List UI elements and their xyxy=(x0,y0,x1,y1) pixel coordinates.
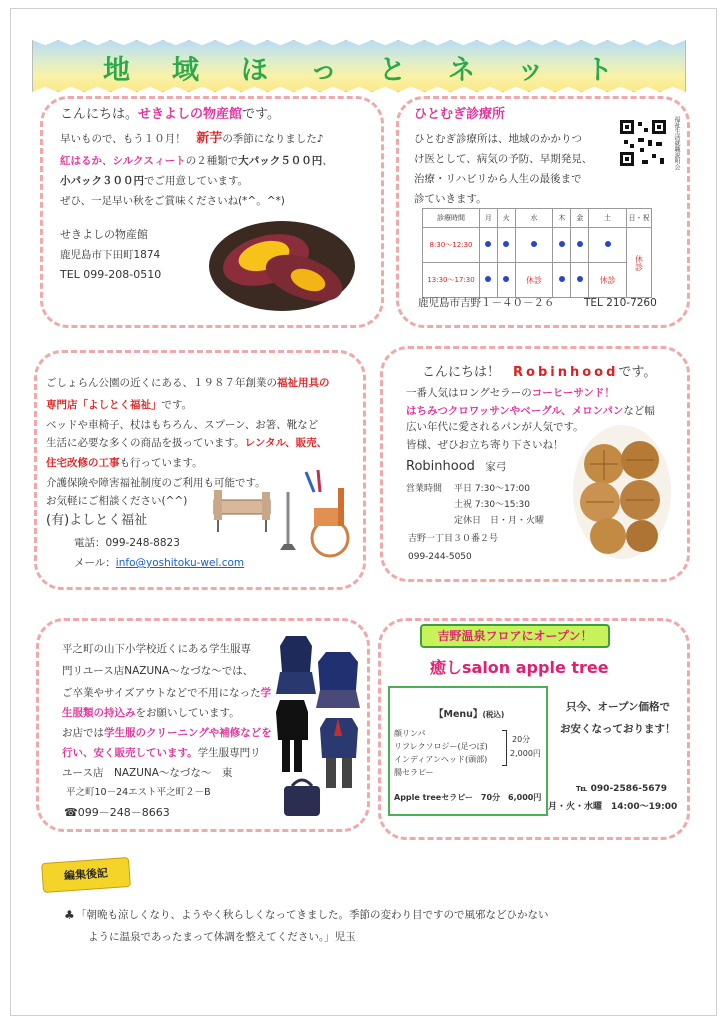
sekiyoshi-line2 xyxy=(60,154,333,168)
open-dot-icon xyxy=(485,276,491,282)
schedule-cell xyxy=(480,228,498,263)
schedule-header: 月 xyxy=(480,209,498,228)
text: ご卒業やサイズアウトなどで不用になった xyxy=(62,687,261,699)
hitomugi-line4: 診ていきます。 xyxy=(414,193,487,205)
highlight: シルクスィート xyxy=(112,155,186,167)
highlight: 専門店「よしとく福祉」 xyxy=(46,399,162,411)
robinhood-weekday: 平日 7:30〜17:00 xyxy=(454,484,531,494)
greeting-prefix: こんにちは。 xyxy=(60,107,139,122)
schedule-header: 金 xyxy=(571,209,589,228)
shop-name: せきよしの物産館 xyxy=(138,107,243,122)
schedule-closed: 休診 xyxy=(627,228,652,298)
robinhood-line4: 皆様、ぜひお立ち寄り下さいね！ xyxy=(406,439,564,451)
yoshitoku-phone: 電話：099-248-8823 xyxy=(74,537,180,549)
menu-bracket xyxy=(502,730,507,766)
email-link[interactable]: info@yoshitoku-wel.com xyxy=(115,557,245,569)
highlight: 住宅改修の工事 xyxy=(46,457,120,469)
sekiyoshi-line4: ぜひ、一足早い秋をご賞味くださいね(*^。^*) xyxy=(60,195,285,207)
open-dot-icon xyxy=(577,276,583,282)
nazuna-line2: 門リユース店NAZUNA〜なづな〜では、 xyxy=(62,665,254,677)
editor-line2: ように温泉であったまって体調を整えてください。」児玉 xyxy=(88,931,356,943)
greeting-suffix: です。 xyxy=(242,107,280,122)
nazuna-line3 xyxy=(62,686,271,700)
text: の２種類で xyxy=(185,155,239,167)
yoshitoku-name: (有)よしとく福祉 xyxy=(46,513,148,528)
nazuna-line5 xyxy=(62,726,272,740)
menu-item: インディアンヘッド(頭部) xyxy=(394,755,488,764)
robinhood-address: 吉野一丁目３０番２号 xyxy=(408,534,499,544)
robinhood-hours-label: 営業時間 xyxy=(406,484,443,494)
sekiyoshi-line3 xyxy=(60,174,248,188)
schedule-cell xyxy=(497,263,515,298)
highlight: 小パック３００円 xyxy=(60,175,144,187)
open-dot-icon xyxy=(577,241,583,247)
highlight: 福祉用具の xyxy=(277,377,330,389)
mail-label: メール： xyxy=(74,557,116,569)
offer-line2: お安くなっております！ xyxy=(560,723,676,735)
hitomugi-title: ひとむぎ診療所 xyxy=(414,107,506,122)
appletree-hours: 月・火・水曜 14:00〜19:00 xyxy=(548,802,678,812)
schedule-time: 13:30〜17:30 xyxy=(423,263,480,298)
open-dot-icon xyxy=(559,241,565,247)
sweet-potato-image xyxy=(208,220,356,312)
schedule-header: 木 xyxy=(553,209,571,228)
highlight: 新芋 xyxy=(196,131,223,146)
highlight: 紅はるか xyxy=(60,155,102,167)
nazuna-tel: ☎099－248－8663 xyxy=(64,806,170,819)
clover-icon: ♣ xyxy=(64,908,75,922)
shop-name: Robinhood xyxy=(513,365,619,380)
yoshitoku-line2 xyxy=(46,398,192,412)
highlight: コーヒーサンド！ xyxy=(531,387,615,399)
hitomugi-tel: TEL 210-7260 xyxy=(584,297,657,309)
nazuna-line6 xyxy=(62,746,261,760)
schedule-header: 火 xyxy=(497,209,515,228)
schedule-header: 水 xyxy=(515,209,553,228)
robinhood-line2 xyxy=(406,404,655,418)
robinhood-line1 xyxy=(406,386,615,400)
schedule-time: 8:30〜12:30 xyxy=(423,228,480,263)
appletree-tel: ℡ 090-2586-5679 xyxy=(576,784,668,794)
appletree-title: 癒しsalon apple tree xyxy=(430,658,609,677)
schedule-cell xyxy=(571,228,589,263)
schedule-header: 日・祝 xyxy=(627,209,652,228)
open-dot-icon xyxy=(559,276,565,282)
appletree-tag: 吉野温泉フロアにオープン！ xyxy=(420,624,610,648)
school-uniform-image xyxy=(270,632,366,822)
sekiyoshi-tel: TEL 099-208-0510 xyxy=(60,268,162,281)
highlight: 学 xyxy=(260,687,272,699)
robinhood-tel: 099-244-5050 xyxy=(408,552,472,562)
hitomugi-address: 鹿児島市吉野１－４０－２６ xyxy=(418,297,555,309)
greeting-prefix: こんにちは！ xyxy=(422,365,501,380)
schedule-cell xyxy=(480,263,498,298)
text: 、 xyxy=(102,155,113,167)
menu-special: Apple treeセラピー 70分 6,000円 xyxy=(394,793,542,802)
text: 学生服専門リ xyxy=(197,747,261,759)
editor-line1: 「朝晩も涼しくなり、ようやく秋らしくなってきました。季節の変わり目ですので風邪などひかない xyxy=(76,909,549,921)
shop-name: Robinhood xyxy=(406,459,475,474)
schedule-cell xyxy=(553,263,571,298)
qr-caption: 福祉生活就職説明会 xyxy=(673,116,680,170)
yoshitoku-line5 xyxy=(46,456,203,470)
highlight: 学生服のクリーニングや補修などを xyxy=(104,727,272,739)
text: 生活に必要な多くの商品を扱っています。 xyxy=(46,437,245,449)
care-equipment-image xyxy=(210,452,360,562)
schedule-cell xyxy=(553,228,571,263)
robinhood-name-row xyxy=(406,460,506,474)
yoshitoku-line4 xyxy=(46,436,327,450)
schedule-table xyxy=(422,208,652,298)
highlight: 行い、安く販売しています。 xyxy=(62,747,198,759)
hitomugi-line1: ひとむぎ診療所は、地域のかかりつ xyxy=(414,133,582,145)
schedule-header: 診療時間 xyxy=(423,209,480,228)
sekiyoshi-address: 鹿児島市下田町1874 xyxy=(60,249,161,261)
menu-item: リフレクソロジー(足つぼ) xyxy=(394,742,488,751)
open-dot-icon xyxy=(503,241,509,247)
robinhood-greeting xyxy=(422,366,656,380)
schedule-cell xyxy=(515,228,553,263)
editor-note-tag: 編集後記 xyxy=(41,857,131,893)
sekiyoshi-line1 xyxy=(60,132,324,146)
text: 、 xyxy=(322,155,333,167)
nazuna-line7: ユース店 NAZUNA〜なづな〜 東 xyxy=(62,767,233,779)
sekiyoshi-greeting xyxy=(60,108,280,122)
highlight: はちみつクロワッサンやベーグル、メロンパン xyxy=(406,405,624,417)
text: の季節になりました♪ xyxy=(222,133,324,145)
open-dot-icon xyxy=(485,241,491,247)
text: も行っています。 xyxy=(119,457,203,469)
menu-title-row xyxy=(434,708,504,722)
area-name: 家弓 xyxy=(485,461,507,473)
text: 早いもので、もう１０月！ xyxy=(60,133,186,145)
highlight: 大パック５００円 xyxy=(238,155,323,167)
text: でご用意しています。 xyxy=(144,175,249,187)
menu-item: 顔リンパ xyxy=(394,729,426,738)
greeting-suffix: です。 xyxy=(618,365,657,380)
robinhood-line3: 広い年代に愛されるパンが人気です。 xyxy=(406,421,584,433)
highlight: 生服類の持込み xyxy=(62,707,136,719)
menu-price: 2,000円 xyxy=(510,749,541,758)
yoshitoku-line3: ベッドや車椅子、杖はもちろん、スプーン、お箸、靴など xyxy=(46,419,319,431)
text: ごしょらん公園の近くにある、１９８７年創業の xyxy=(46,377,277,389)
text: 一番人気はロングセラーの xyxy=(406,387,532,399)
melon-bread-image xyxy=(572,424,672,560)
schedule-cell xyxy=(589,228,627,263)
hitomugi-line3: 治療・リハビリから人生の最後まで xyxy=(414,173,582,185)
menu-item: 腸セラピー xyxy=(394,768,434,777)
schedule-cell xyxy=(571,263,589,298)
sekiyoshi-name: せきよしの物産館 xyxy=(60,228,148,241)
text: です。 xyxy=(161,399,193,411)
open-dot-icon xyxy=(605,241,611,247)
nazuna-line1: 平之町の山下小学校近くにある学生服専 xyxy=(62,643,251,655)
nazuna-line4 xyxy=(62,706,240,720)
menu-price-time: 20分 xyxy=(512,735,531,744)
highlight: レンタル、販売、 xyxy=(244,437,328,449)
hitomugi-line2: け医として、病気の予防、早期発見、 xyxy=(414,153,593,165)
page-title: 地域ほっとネット xyxy=(103,55,655,86)
open-dot-icon xyxy=(503,276,509,282)
schedule-closed: 休診 xyxy=(589,263,627,298)
yoshitoku-line1 xyxy=(46,376,330,390)
menu-tax-note: (税込) xyxy=(482,710,505,719)
text: など幅 xyxy=(623,405,655,417)
menu-title: 【Menu】 xyxy=(434,709,483,720)
offer-line1: 只今、オープン価格で xyxy=(566,701,671,713)
text: をお願いしています。 xyxy=(135,707,240,719)
yoshitoku-line7: お気軽にご相談ください(^^) xyxy=(46,495,188,507)
schedule-header: 土 xyxy=(589,209,627,228)
qr-code-image xyxy=(618,118,668,168)
nazuna-address: 平之町10－24エスト平之町２－B xyxy=(66,787,211,798)
open-dot-icon xyxy=(531,241,537,247)
robinhood-holiday: 定休日 日・月・火曜 xyxy=(454,516,545,526)
schedule-cell xyxy=(497,228,515,263)
robinhood-saturday: 土祝 7:30〜15:30 xyxy=(454,500,531,510)
yoshitoku-line6: 介護保険や障害福祉制度のご利用も可能です。 xyxy=(46,477,266,489)
schedule-closed: 休診 xyxy=(515,263,553,298)
text: お店では xyxy=(62,727,104,739)
